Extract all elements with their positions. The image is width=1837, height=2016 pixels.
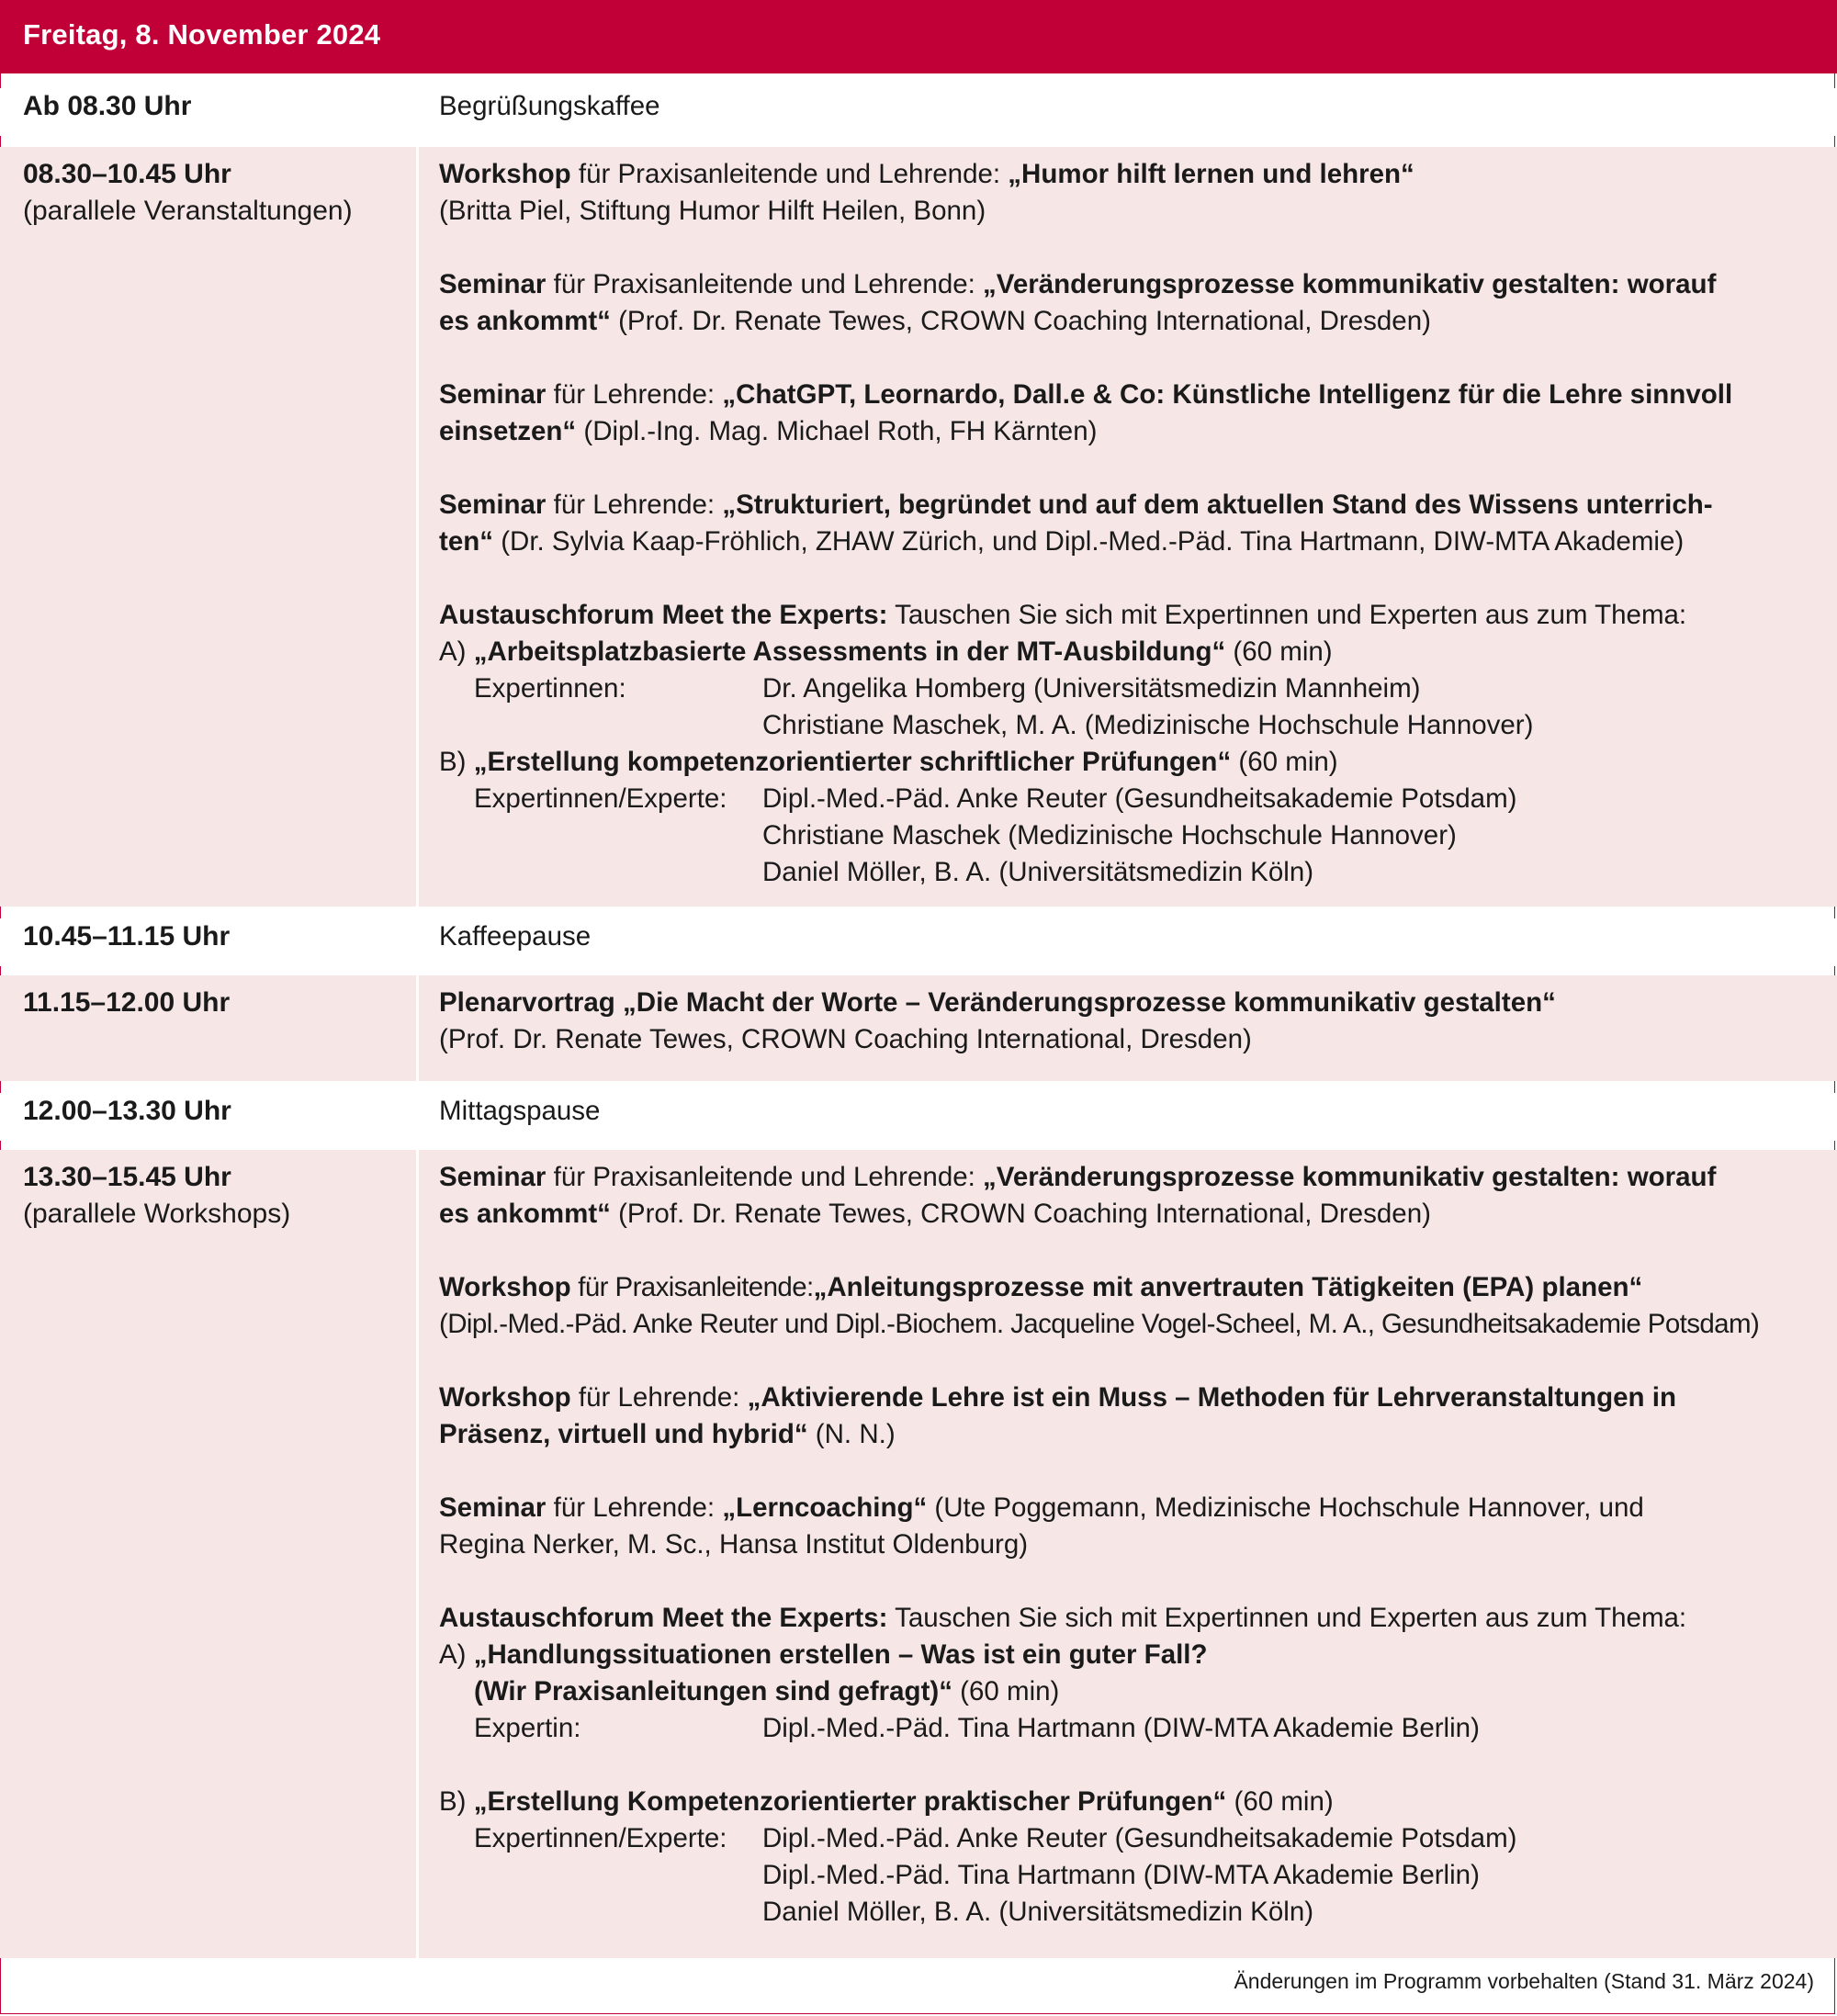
content-cell [439, 918, 1823, 955]
event-text: Mittagspause [439, 1096, 601, 1126]
time-cell [0, 975, 416, 1081]
schedule-row-plenary [0, 975, 1837, 1081]
forum-topic-b: B) „Erstellung Kompetenzorientierter praktischer Prüfungen“ (60 min) [439, 1786, 1334, 1817]
schedule-row-morning-sessions [0, 147, 1837, 907]
time-cell [0, 918, 416, 966]
session-workshop-humor: Workshop für Praxisanleitende und Lehrende: „Humor hilft lernen und lehren“ [439, 159, 1414, 189]
event-text: Begrüßungskaffee [439, 91, 660, 121]
expert-line: Expertinnen/Experte: Dipl.-Med.-Päd. Anke Reuter (Gesundheitsakademie Potsdam) [474, 1823, 1517, 1853]
session-speaker: Regina Nerker, M. Sc., Hansa Institut Oldenburg) [439, 1529, 1029, 1560]
expert-line: Expertinnen/Experte: Dipl.-Med.-Päd. Anke Reuter (Gesundheitsakademie Potsdam) [474, 783, 1517, 814]
time-note: (parallele Veranstaltungen) [23, 196, 353, 226]
session-speaker: Präsenz, virtuell und hybrid“ (N. N.) [439, 1419, 896, 1449]
column-divider [416, 975, 419, 1081]
schedule-row-afternoon-workshops [0, 1150, 1837, 1958]
day-title: Freitag, 8. November 2024 [23, 18, 381, 51]
expert-line: Christiane Maschek, M. A. (Medizinische Hochschule Hannover) [762, 710, 1534, 740]
expert-line: Christiane Maschek (Medizinische Hochschule Hannover) [762, 820, 1457, 850]
footer-note: Änderungen im Programm vorbehalten (Stand 31. März 2024) [1234, 1969, 1814, 1993]
session-seminar-change: Seminar für Praxisanleitende und Lehrende: „Veränderungsprozesse kommunikativ gestalten: worauf [439, 269, 1717, 299]
session-workshop-epa: Workshop für Praxisanleitende:„Anleitungsprozesse mit anvertrauten Tätigkeiten (EPA) planen“ [439, 1272, 1643, 1302]
time-cell [0, 88, 416, 136]
forum-topic-a-continued: (Wir Praxisanleitungen sind gefragt)“ (60 min) [474, 1676, 1060, 1706]
expert-line: Expertin: Dipl.-Med.-Päd. Tina Hartmann (DIW-MTA Akademie Berlin) [474, 1713, 1480, 1743]
time-label: 12.00–13.30 Uhr [23, 1096, 231, 1126]
session-workshop-active-learning: Workshop für Lehrende: „Aktivierende Lehre ist ein Muss – Methoden für Lehrveranstaltungen in [439, 1382, 1676, 1413]
content-cell [439, 1150, 1823, 1931]
expert-line: Dipl.-Med.-Päd. Tina Hartmann (DIW-MTA Akademie Berlin) [762, 1860, 1480, 1890]
schedule-row-welcome [0, 88, 1837, 136]
content-cell [439, 147, 1823, 891]
session-seminar-change: Seminar für Praxisanleitende und Lehrende: „Veränderungsprozesse kommunikativ gestalten: worauf [439, 1162, 1717, 1192]
time-label: 10.45–11.15 Uhr [23, 921, 231, 952]
content-cell [439, 975, 1823, 1058]
session-seminar-ai: Seminar für Lehrende: „ChatGPT, Leornardo, Dall.e & Co: Künstliche Intelligenz für die Lehre sinnvoll [439, 379, 1733, 410]
day-header [0, 0, 1837, 73]
content-cell [439, 88, 1823, 125]
column-divider [416, 1150, 419, 1958]
session-speaker: es ankommt“ (Prof. Dr. Renate Tewes, CROWN Coaching International, Dresden) [439, 1199, 1431, 1229]
forum-topic-b: B) „Erstellung kompetenzorientierter schriftlicher Prüfungen“ (60 min) [439, 747, 1338, 777]
session-speaker: (Prof. Dr. Renate Tewes, CROWN Coaching International, Dresden) [439, 1024, 1252, 1054]
time-label: 08.30–10.45 Uhr [23, 159, 231, 189]
session-speaker: einsetzen“ (Dipl.-Ing. Mag. Michael Roth, FH Kärnten) [439, 416, 1098, 446]
time-cell [0, 1093, 416, 1141]
forum-topic-a: A) „Handlungssituationen erstellen – Was ist ein guter Fall? [439, 1639, 1208, 1670]
session-expert-forum: Austauschforum Meet the Experts: Tauschen Sie sich mit Expertinnen und Experten aus zum Thema: [439, 1603, 1687, 1633]
session-speaker: es ankommt“ (Prof. Dr. Renate Tewes, CROWN Coaching International, Dresden) [439, 306, 1431, 336]
column-divider [416, 147, 419, 907]
session-speaker: (Dipl.-Med.-Päd. Anke Reuter und Dipl.-Biochem. Jacqueline Vogel-Scheel, M. A., Gesundheitsakademie Potsdam) [439, 1309, 1760, 1339]
expert-line: Daniel Möller, B. A. (Universitätsmedizin Köln) [762, 1897, 1314, 1927]
forum-topic-a: A) „Arbeitsplatzbasierte Assessments in der MT-Ausbildung“ (60 min) [439, 636, 1333, 667]
time-cell [0, 147, 416, 907]
time-label: 11.15–12.00 Uhr [23, 987, 231, 1018]
content-cell [439, 1093, 1823, 1130]
expert-line: Daniel Möller, B. A. (Universitätsmedizin Köln) [762, 857, 1314, 887]
time-note: (parallele Workshops) [23, 1199, 291, 1229]
session-expert-forum: Austauschforum Meet the Experts: Tauschen Sie sich mit Expertinnen und Experten aus zum Thema: [439, 600, 1687, 630]
plenary-title: Plenarvortrag „Die Macht der Worte – Veränderungsprozesse kommunikativ gestalten“ [439, 987, 1556, 1018]
time-label: 13.30–15.45 Uhr [23, 1162, 231, 1192]
session-speaker: (Britta Piel, Stiftung Humor Hilft Heilen, Bonn) [439, 196, 986, 226]
time-cell [0, 1150, 416, 1958]
schedule-row-lunch [0, 1093, 1837, 1141]
schedule-row-coffee-break [0, 918, 1837, 966]
session-seminar-structured: Seminar für Lehrende: „Strukturiert, begründet und auf dem aktuellen Stand des Wissens unterrich- [439, 490, 1713, 520]
time-label: Ab 08.30 Uhr [23, 91, 192, 121]
session-seminar-lerncoaching: Seminar für Lehrende: „Lerncoaching“ (Ute Poggemann, Medizinische Hochschule Hannover, und [439, 1492, 1644, 1523]
event-text: Kaffeepause [439, 921, 592, 952]
expert-line: Expertinnen: Dr. Angelika Homberg (Universitätsmedizin Mannheim) [474, 673, 1421, 704]
session-speaker: ten“ (Dr. Sylvia Kaap-Fröhlich, ZHAW Zürich, und Dipl.-Med.-Päd. Tina Hartmann, DIW-MTA Akademie) [439, 526, 1685, 557]
